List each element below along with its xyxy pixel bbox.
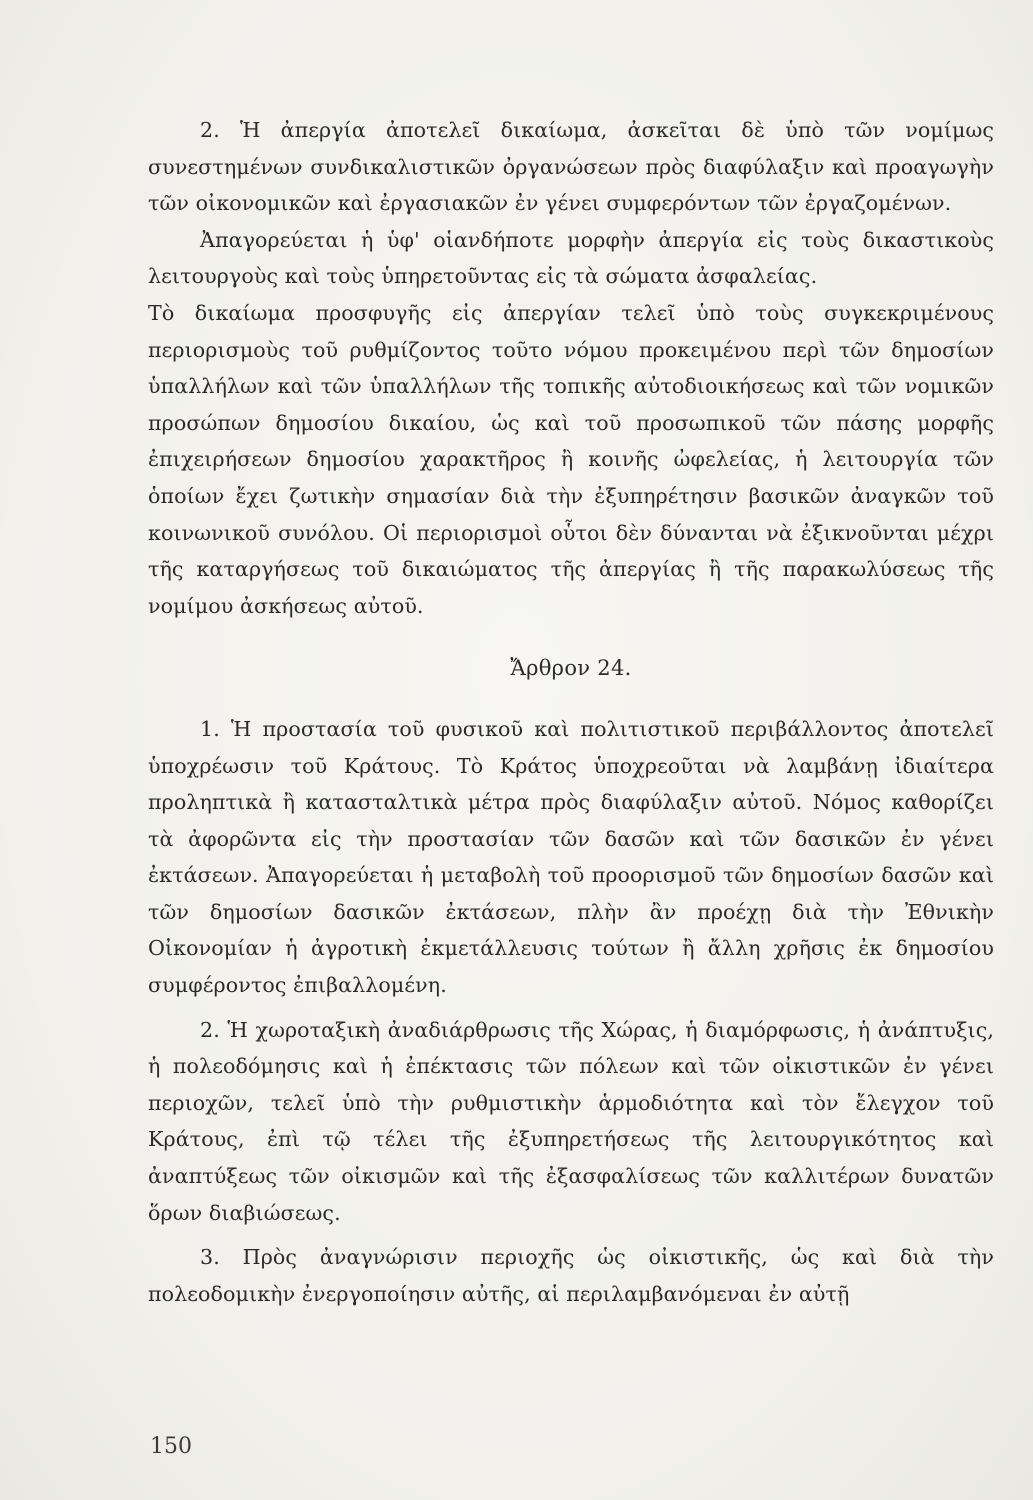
paragraph-environment: 1. Ἡ προστασία τοῦ φυσικοῦ καὶ πολιτιστικοῦ περιβάλλοντος ἀποτελεῖ ὑποχρέωσιν τοῦ Κράτους. Τὸ Κράτος ὑποχρεοῦται νὰ λαμβάνῃ ἰδιαίτερα προληπτικὰ ἢ κατασταλτικὰ μέτρα πρὸς διαφύλαξιν αὐτοῦ. Νόμος καθορίζει τὰ ἀφορῶντα εἰς τὴν προστασίαν τῶν δασῶν καὶ τῶν δασικῶν ἐν γένει ἐκτάσεων. Ἀπαγορεύεται ἡ μεταβολὴ τοῦ προορισμοῦ τῶν δημοσίων δασῶν καὶ τῶν δημοσίων δασικῶν ἐκτάσεων, πλὴν ἂν προέχῃ διὰ τὴν Ἐθνικὴν Οἰκονομίαν ἡ ἀγροτικὴ ἐκμετάλλευσις τούτων ἢ ἄλλη χρῆσις ἐκ δημοσίου συμφέροντος ἐπιβαλλομένη. [148, 716, 994, 998]
spacer [148, 1004, 994, 1012]
paragraph-strike-ban: Ἀπαγορεύεται ἡ ὑφ' οἱανδήποτε μορφὴν ἀπεργία εἰς τοὺς δικαστικοὺς λειτουργοὺς καὶ τοὺς ὑπηρετοῦντας εἰς τὰ σώματα ἀσφαλείας. [148, 227, 994, 289]
paragraph-residential-area: 3. Πρὸς ἀναγνώρισιν περιοχῆς ὡς οἰκιστικῆς, ὡς καὶ διὰ τὴν πολεοδομικὴν ἐνεργοποίησιν αὐτῆς, αἱ περιλαμβανόμεναι ἐν αὐτῇ [148, 1245, 994, 1306]
page-text [148, 112, 994, 1312]
page-number: 150 [150, 1434, 192, 1459]
paragraph-strike-limits: Τὸ δικαίωμα προσφυγῆς εἰς ἀπεργίαν τελεῖ ὑπὸ τοὺς συγκεκριμένους περιορισμοὺς τοῦ ρυθμίζοντος τοῦτο νόμου προκειμένου περὶ τῶν δημοσίων ὑπαλλήλων καὶ τῶν ὑπαλλήλων τῆς τοπικῆς αὐτοδιοικήσεως καὶ τῶν νομικῶν προσώπων δημοσίου δικαίου, ὡς καὶ τοῦ προσωπικοῦ τῶν πάσης μορφῆς ἐπιχειρήσεων δημοσίου χαρακτῆρος ἢ κοινῆς ὠφελείας, ἡ λειτουργία τῶν ὁποίων ἔχει ζωτικὴν σημασίαν διὰ τὴν ἐξυπηρέτησιν βασικῶν ἀναγκῶν τοῦ κοινωνικοῦ συνόλου. Οἱ περιορισμοὶ οὗτοι δὲν δύνανται νὰ ἐξικνοῦνται μέχρι τῆς καταργήσεως τοῦ δικαιώματος τῆς ἀπεργίας ἢ τῆς παρακωλύσεως τῆς νομίμου ἀσκήσεως αὐτοῦ. [148, 300, 994, 618]
paragraph-strike-right: 2. Ἡ ἀπεργία ἀποτελεῖ δικαίωμα, ἀσκεῖται δὲ ὑπὸ τῶν νομίμως συνεστημένων συνδικαλιστικῶν ὀργανώσεων πρὸς διαφύλαξιν καὶ προαγωγὴν τῶν οἰκονομικῶν καὶ ἐργασιακῶν ἐν γένει συμφερόντων τῶν ἐργαζομένων. [148, 118, 994, 216]
article-heading: Ἄρθρον 24. [510, 656, 632, 681]
paragraph-spatial-planning: 2. Ἡ χωροταξικὴ ἀναδιάρθρωσις τῆς Χώρας, ἡ διαμόρφωσις, ἡ ἀνάπτυξις, ἡ πολεοδόμησις καὶ ἡ ἐπέκτασις τῶν πόλεων καὶ τῶν οἰκιστικῶν ἐν γένει περιοχῶν, τελεῖ ὑπὸ τὴν ρυθμιστικὴν ἁρμοδιότητα καὶ τὸν ἔλεγχον τοῦ Κράτους, ἐπὶ τῷ τέλει τῆς ἐξυπηρετήσεως τῆς λειτουργικότητος καὶ ἀναπτύξεως τῶν οἰκισμῶν καὶ τῆς ἐξασφαλίσεως τῶν καλλιτέρων δυνατῶν ὅρων διαβιώσεως. [148, 1017, 994, 1225]
spacer [148, 1231, 994, 1239]
